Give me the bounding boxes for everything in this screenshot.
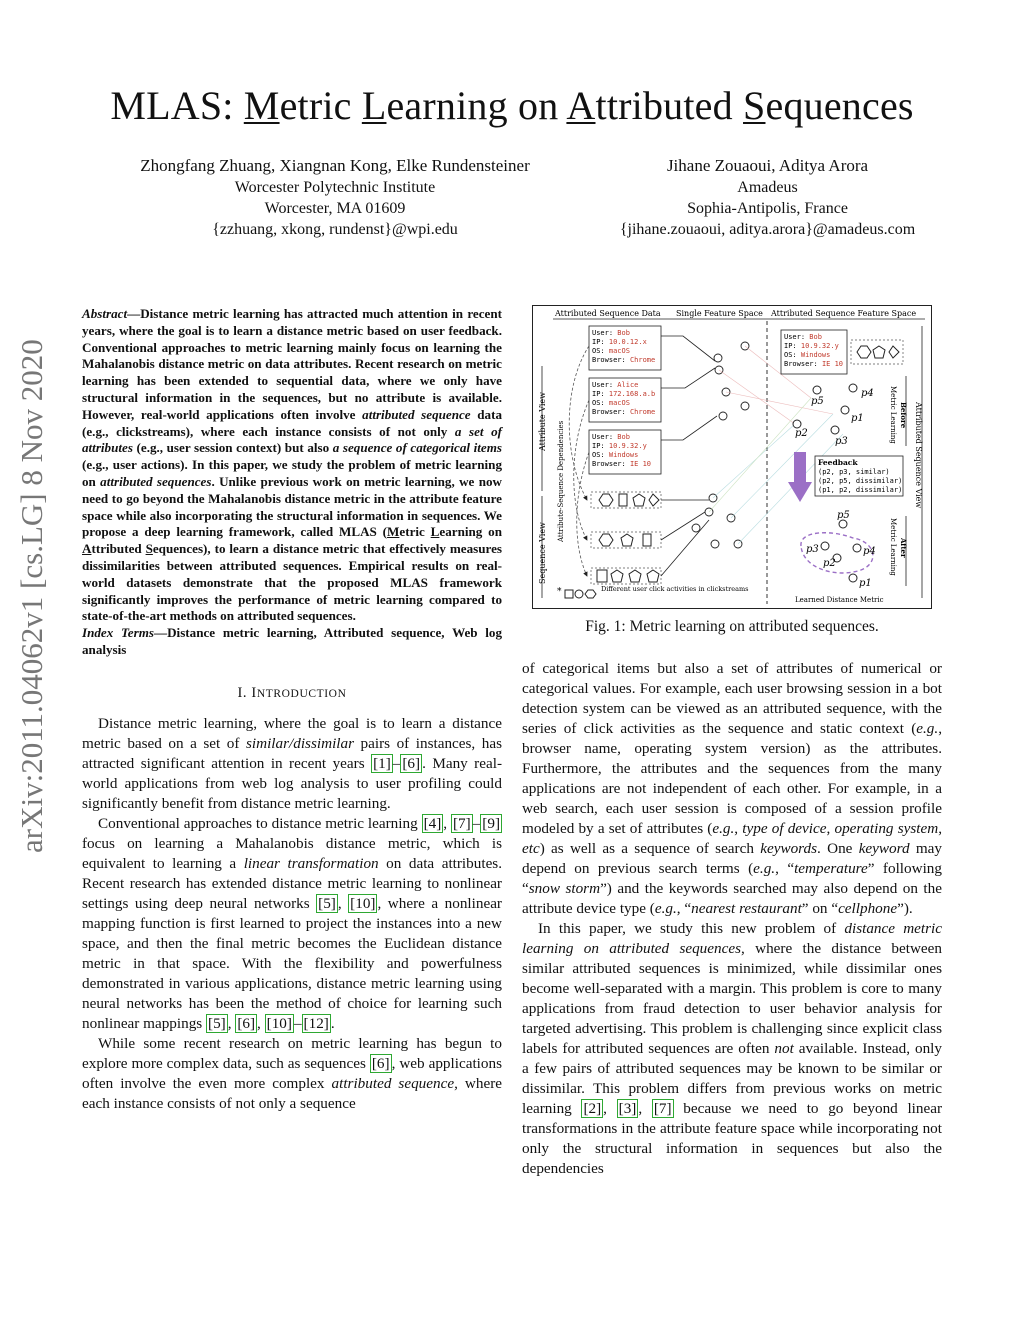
header-attr-seq-feature: Attributed Sequence Feature Space: [771, 309, 917, 318]
svg-text:p3: p3: [835, 436, 848, 447]
author-names: Jihane Zouaoui, Aditya Arora: [666, 156, 869, 175]
single-feature-points: [692, 342, 749, 548]
citation-link[interactable]: [10]: [350, 894, 376, 912]
svg-text:Browser: IE 10: Browser: IE 10: [784, 360, 844, 368]
svg-text:(p2, p3, similar): (p2, p3, similar): [818, 468, 890, 476]
attribute-view-label: Attribute View: [538, 392, 547, 451]
svg-text:Browser: Chrome: Browser: Chrome: [592, 408, 656, 416]
svg-text:Feedback: Feedback: [818, 458, 858, 467]
feedback-box: [815, 456, 903, 496]
before-label: Before: [899, 402, 908, 429]
svg-text:(p2, p5, dissimilar): (p2, p5, dissimilar): [818, 477, 903, 485]
svg-text:(p1, p2, dissimilar): (p1, p2, dissimilar): [818, 486, 903, 494]
author-block-amadeus: [575, 155, 960, 240]
citation-link[interactable]: [10]: [266, 1014, 292, 1032]
svg-text:p1: p1: [859, 578, 872, 589]
intro-paragraph-1: Distance metric learning, where the goal is to learn a distance metric based on a set of similar/dissimilar pairs of instances, has attracted significant attention in recent years [1] – [6] . Many real-world applications from web log analysis to user profiling could significantly benefit from distance metric learning.: [82, 714, 503, 812]
citation-link[interactable]: [4]: [423, 814, 442, 832]
svg-text:p2: p2: [823, 558, 836, 569]
svg-text:OS: macOS: OS: macOS: [592, 347, 630, 355]
dependency-label: Attribute-Sequence Dependencies: [557, 420, 565, 542]
citation-link[interactable]: [1]: [373, 754, 391, 772]
citation-link[interactable]: [3]: [618, 1100, 637, 1117]
attribute-box-1: [589, 326, 661, 370]
paper-title: MLAS: Metric Learning on Attributed Sequences: [110, 83, 914, 128]
right-paragraph-1: of categorical items but also a set of attributes of numerical or categorical values. For example, each user browsing session in a bot detection system can be viewed as an attributed sequence, with the series of click activities as the sequence and static context (e.g., browser name, operating system version) as the attributes. Furthermore, the attributes and the sequences from the many applications are not independent of each other. For example, in a web search, each user session is composed of a session profile modeled by a set of attributes (e.g., type of device, operating system, etc) as well as a sequence of search keywords. One keyword may depend on previous search terms (e.g., “temperature” following “snow storm”) and the keywords searched may also depend on the attribute device type (e.g., “nearest restaurant” on “cellphone”).: [522, 660, 942, 917]
attribute-box-3: [589, 430, 661, 474]
index-terms: Index Terms—Distance metric learning, Attributed sequence, Web log analysis: [82, 625, 502, 657]
metric-learning-label-2: Metric Learning: [889, 518, 897, 576]
author-affiliation: Amadeus: [737, 179, 798, 196]
svg-text:Browser: Chrome: Browser: Chrome: [592, 356, 656, 364]
attribute-box-2: [589, 378, 661, 422]
figure-diagram: [533, 306, 930, 607]
right-paragraph-2: In this paper, we study this new problem of distance metric learning on attributed sequences, where the distance between similar attributed sequences is minimized, while dissimilar ones become well-separated with a margin. This problem is core to many applications from fraud detection to user behavior analysis for targeted advertising. This problem is challenging since explicit class labels for attributed sequences are often not available. Instead, only a few pairs of attributed sequences may be known to be similar or dissimilar. This problem differs from previous works on metric learning [2] , [3] , [7] because we need to go beyond linear transformations in the attribute feature space while incorporating not only the structural information in sequences but also the dependencies: [522, 920, 943, 1177]
citation-link[interactable]: [5]: [318, 894, 336, 912]
after-label: After: [899, 538, 908, 558]
transform-arrow-shaft: [794, 452, 806, 482]
mapping-lines-attr: [661, 336, 717, 576]
svg-text:OS: Windows: OS: Windows: [784, 351, 831, 359]
svg-text:User: Bob: User: Bob: [784, 333, 822, 341]
author-location: Worcester, MA 01609: [264, 200, 406, 217]
svg-text:IP: 10.9.32.y: IP: 10.9.32.y: [784, 342, 839, 350]
intro-paragraph-2: Conventional approaches to distance metric learning [4] , [7] – [9] focus on learning a Mahalanobis distance metric, which is equivalent to learning a linear transformation on data attributes. Recent research has extended distance metric learning to nonlinear settings using deep neural networks [5] , [10] , where a nonlinear mapping function is first learned to project the instances into a new space, and then the final metric becomes the Euclidean distance metric in that space. With the flexibility and powerfulness demonstrated in various applications, distance metric learning using neural networks has been the method of choice for learning such nonlinear mappings [5] , [6] , [10] – [12] .: [82, 814, 503, 1032]
svg-text:OS: Windows: OS: Windows: [592, 451, 639, 459]
learned-metric-label: Learned Distance Metric: [795, 596, 884, 604]
svg-text:p2: p2: [795, 428, 808, 439]
dependency-arrow-2: [574, 400, 589, 540]
dependency-arrow-3: [577, 452, 589, 576]
citation-link[interactable]: [7]: [653, 1100, 672, 1117]
svg-text:*: *: [557, 587, 562, 597]
attribute-box-4: [781, 330, 847, 374]
citation-link[interactable]: [12]: [303, 1014, 329, 1032]
citation-link[interactable]: [6]: [402, 754, 421, 772]
svg-text:IP: 10.0.12.x: IP: 10.0.12.x: [592, 338, 647, 346]
sequence-3: [591, 568, 661, 584]
arxiv-stamp: arXiv:2011.04062v1 [cs.LG] 8 Nov 2020: [14, 339, 49, 853]
svg-text:p4: p4: [861, 388, 874, 399]
svg-text:User: Bob: User: Bob: [592, 329, 630, 337]
sequence-view-label: Sequence View: [538, 522, 547, 584]
svg-text:IP: 10.9.32.y: IP: 10.9.32.y: [592, 442, 647, 450]
author-email: {zzhuang, xkong, rundenst}@wpi.edu: [212, 221, 458, 238]
citation-link[interactable]: [5]: [208, 1014, 226, 1032]
metric-learning-label: Metric Learning: [889, 386, 897, 444]
citation-link[interactable]: [9]: [482, 814, 501, 832]
svg-text:Different user click activitie: Different user click activities in clickstreams: [601, 585, 749, 593]
author-affiliation: Worcester Polytechnic Institute: [234, 179, 436, 196]
right-column: [522, 659, 942, 1179]
svg-text:IP: 172.168.a.b: IP: 172.168.a.b: [592, 390, 656, 398]
left-column: [82, 306, 502, 1114]
svg-text:User: Alice: User: Alice: [592, 381, 639, 389]
header-single-feature: Single Feature Space: [676, 309, 763, 318]
figure-caption: Fig. 1: Metric learning on attributed sequences.: [585, 618, 879, 635]
svg-text:p5: p5: [811, 396, 824, 407]
sequence-1: [591, 492, 661, 508]
header-attr-seq-data: Attributed Sequence Data: [555, 309, 661, 318]
asv-label: Attributed Sequence View: [914, 402, 923, 509]
author-names: Zhongfang Zhuang, Xiangnan Kong, Elke Rundensteiner: [140, 156, 530, 175]
sequence-2: [591, 532, 661, 548]
intro-paragraph-3: While some recent research on metric learning has begun to explore more complex data, such as sequences [6] , web applications often involve the even more complex attributed sequence, where each instance consists of not only a sequence: [82, 1034, 502, 1112]
abstract: Abstract—Distance metric learning has attracted much attention in recent years, where the goal is to learn a distance metric based on user feedback. Conventional approaches to metric learning mainly focus on learning the Mahalanobis distance metric on data attributes. Recent research on metric learning has been extended to sequential data, where we only have structural information in the sequences, but no attribute is available. However, real-world applications often involve attributed sequence data (e.g., clickstreams), where each instance consists of not only a set of attributes (e.g., user session context) but also a sequence of categorical items (e.g., user actions). In this paper, we study the problem of metric learning on attributed sequences. Unlike previous work on metric learning, we now need to go beyond the Mahalanobis distance metric in the attribute feature space while also incorporating the structural information in sequences. We propose a deep learning framework, called MLAS (Metric Learning on Attributed Sequences), to learn a distance metric that effectively measures dissimilarities between attributed sequences. Empirical results on real-world datasets demonstrate that the proposed MLAS framework significantly improves the performance of metric learning compared to state-of-the-art methods on attributed sequences.: [82, 306, 502, 624]
citation-link[interactable]: [6]: [371, 1054, 390, 1072]
after-points: [806, 510, 876, 589]
svg-text:p4: p4: [863, 546, 876, 557]
author-location: Sophia-Antipolis, France: [687, 200, 848, 217]
svg-text:p3: p3: [806, 544, 819, 555]
svg-text:p1: p1: [851, 413, 864, 424]
citation-link[interactable]: [2]: [583, 1100, 602, 1117]
svg-text:User: Bob: User: Bob: [592, 433, 630, 441]
figure-legend: [557, 585, 748, 598]
author-block-wpi: [100, 155, 570, 240]
sequence-4: [851, 340, 903, 364]
citation-link[interactable]: [7]: [452, 814, 471, 832]
svg-text:p5: p5: [837, 510, 850, 521]
transform-arrow-head: [788, 482, 812, 502]
author-email: {jihane.zouaoui, aditya.arora}@amadeus.com: [619, 221, 916, 238]
section-heading: I. INTRODUCTION: [237, 684, 347, 701]
dependency-arrow-1: [569, 346, 589, 500]
citation-link[interactable]: [6]: [237, 1014, 256, 1032]
svg-text:Browser: IE 10: Browser: IE 10: [592, 460, 652, 468]
figure-1: [532, 305, 932, 609]
svg-text:OS: macOS: OS: macOS: [592, 399, 630, 407]
